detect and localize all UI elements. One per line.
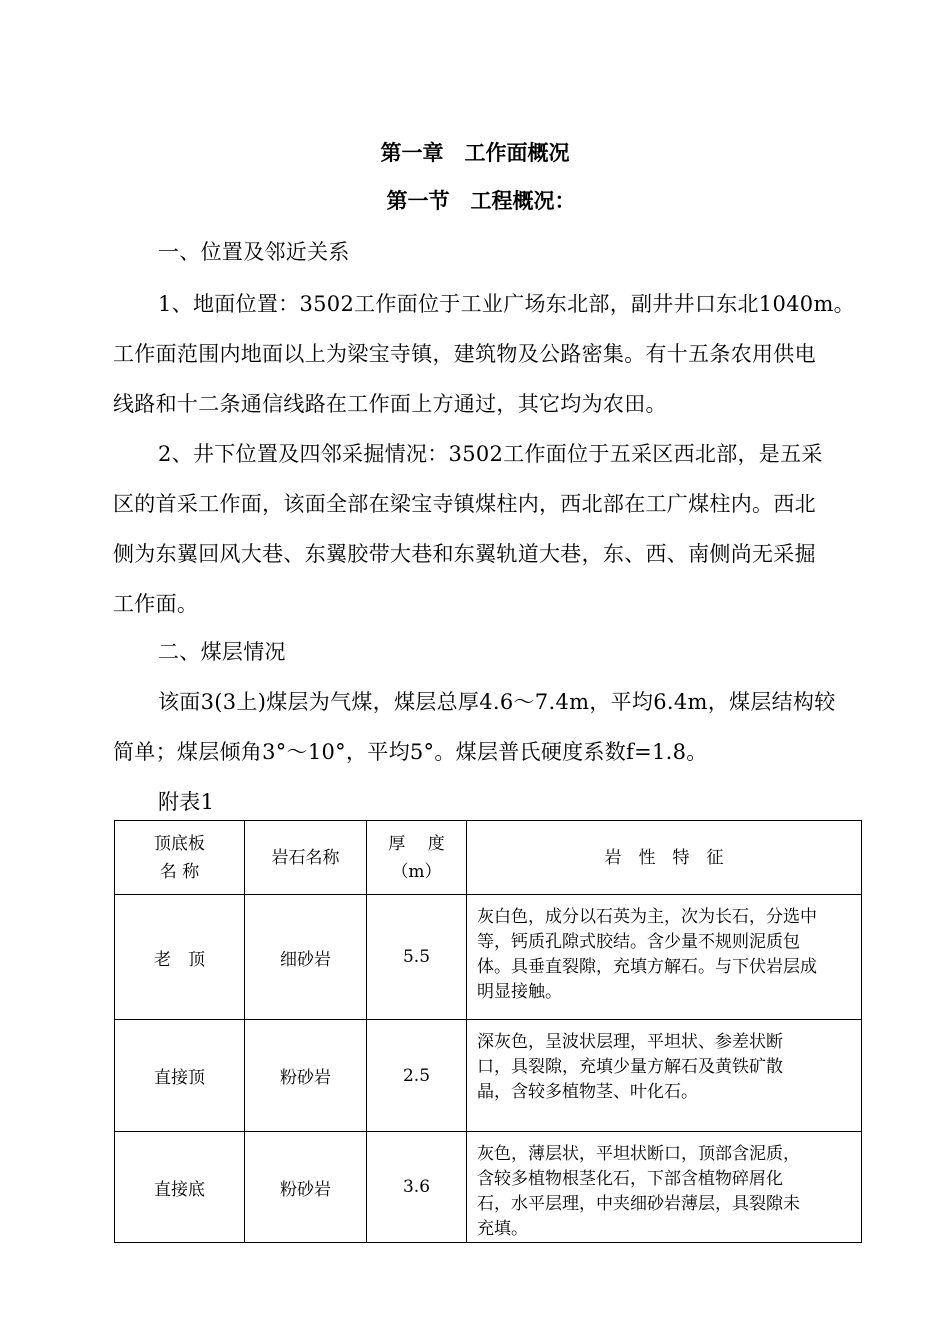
lithology-line: 口，具裂隙，充填少量方解石及黄铁矿散 xyxy=(477,1057,783,1077)
cell-lithology xyxy=(467,895,862,1020)
table-header-row xyxy=(115,821,862,895)
lithology-line: 晶，含较多植物茎、叶化石。 xyxy=(477,1082,698,1102)
lithology-line: 灰色，薄层状，平坦状断口，顶部含泥质， xyxy=(477,1144,800,1164)
rock-properties-table xyxy=(114,820,862,1243)
header-thickness-line-1: 厚 度 xyxy=(388,833,445,854)
surface-position-line-3: 线路和十二条通信线路在工作面上方通过，其它均为农田。 xyxy=(113,392,667,416)
lithology-line: 明显接触。 xyxy=(477,982,562,1002)
lithology-line: 含较多植物根茎化石，下部含植物碎屑化 xyxy=(477,1169,783,1189)
cell-lithology xyxy=(467,1132,862,1243)
cell-roof-floor: 直接底 xyxy=(115,1132,245,1243)
cell-thickness: 3.6 xyxy=(367,1132,467,1243)
header-thickness xyxy=(367,821,467,895)
coal-seam-line-2: 简单；煤层倾角3°～10°，平均5°。煤层普氏硬度系数f=1.8。 xyxy=(113,740,708,764)
cell-rock-name: 粉砂岩 xyxy=(245,1020,367,1132)
cell-thickness: 2.5 xyxy=(367,1020,467,1132)
cell-thickness: 5.5 xyxy=(367,895,467,1020)
header-lithology: 岩 性 特 征 xyxy=(467,821,862,895)
chapter-title: 第一章 工作面概况 xyxy=(380,140,570,165)
surface-position-line-2: 工作面范围内地面以上为梁宝寺镇，建筑物及公路密集。有十五条农用供电 xyxy=(113,342,816,366)
cell-roof-floor: 老 顶 xyxy=(115,895,245,1020)
underground-position-line-1: 2、井下位置及四邻采掘情况：3502工作面位于五采区西北部，是五采 xyxy=(158,442,823,466)
heading-coal-seam: 二、煤层情况 xyxy=(158,640,286,664)
header-roof-floor-line-1: 顶底板 xyxy=(154,833,205,854)
lithology-line: 充填。 xyxy=(477,1219,528,1239)
cell-roof-floor: 直接顶 xyxy=(115,1020,245,1132)
lithology-line: 灰白色，成分以石英为主，次为长石，分选中 xyxy=(477,907,817,927)
lithology-line: 深灰色，呈波状层理，平坦状、参差状断 xyxy=(477,1032,783,1052)
header-roof-floor xyxy=(115,821,245,895)
cell-rock-name: 粉砂岩 xyxy=(245,1132,367,1243)
cell-lithology xyxy=(467,1020,862,1132)
underground-position-line-2: 区的首采工作面，该面全部在梁宝寺镇煤柱内，西北部在工广煤柱内。西北 xyxy=(113,492,816,516)
surface-position-line-1: 1、地面位置：3502工作面位于工业广场东北部，副井井口东北1040m。 xyxy=(158,292,855,316)
lithology-line: 体。具垂直裂隙，充填方解石。与下伏岩层成 xyxy=(477,957,817,977)
table-row xyxy=(115,1020,862,1132)
lithology-line: 石，水平层理，中夹细砂岩薄层，具裂隙未 xyxy=(477,1194,800,1214)
table-row xyxy=(115,1132,862,1243)
header-roof-floor-line-2: 名 称 xyxy=(159,861,200,882)
coal-seam-line-1: 该面3(3上)煤层为气煤，煤层总厚4.6～7.4m，平均6.4m，煤层结构较 xyxy=(158,690,836,714)
cell-rock-name: 细砂岩 xyxy=(245,895,367,1020)
underground-position-line-3: 侧为东翼回风大巷、东翼胶带大巷和东翼轨道大巷，东、西、南侧尚无采掘 xyxy=(113,542,816,566)
header-thickness-line-2: （m） xyxy=(391,861,442,882)
section-title: 第一节 工程概况： xyxy=(386,188,576,213)
table-caption: 附表1 xyxy=(158,790,215,814)
lithology-line: 等，钙质孔隙式胶结。含少量不规则泥质包 xyxy=(477,932,800,952)
table-row xyxy=(115,895,862,1020)
underground-position-line-4: 工作面。 xyxy=(113,592,199,616)
header-rock-name: 岩石名称 xyxy=(245,821,367,895)
heading-location: 一、位置及邻近关系 xyxy=(158,240,350,264)
